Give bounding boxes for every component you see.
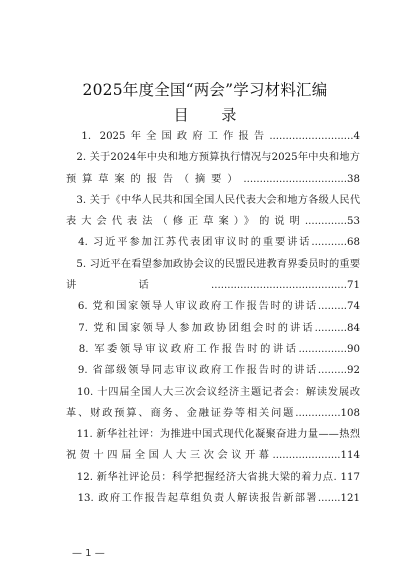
toc-entry-text: 新华社社评：为推进中国式现代化凝聚奋进力量——热烈祝贺十四届全国人大三次会议开幕.....................114	[66, 429, 361, 462]
toc-entry[interactable]	[66, 424, 360, 467]
toc-entry-text: 党和国家领导人审议政府工作报告时的讲话.........74	[92, 301, 361, 313]
toc-entry-text: 政府工作报告起草组负责人解读报告新部署.......121	[98, 493, 360, 505]
toc-entry-number: 6.	[77, 301, 88, 313]
table-of-contents	[66, 126, 360, 509]
toc-entry-text: 习近平参加江苏代表团审议时的重要讲话...........68	[93, 237, 360, 249]
toc-entry-text: 关于《中华人民共和国全国人民代表大会和地方各级人民代表大会代表法（修正草案）》的说明.............53	[66, 194, 361, 228]
toc-entry[interactable]	[66, 147, 360, 190]
toc-entry-number: 12.	[76, 471, 93, 483]
toc-entry-number: 10.	[76, 386, 94, 398]
toc-entry-text: 关于2024年中央和地方预算执行情况与2025年中央和地方预算草案的报告（摘要）................................38	[66, 152, 360, 185]
toc-entry-text: 十四届全国人大三次会议经济主题记者会：解读发展改革、财政预算、商务、金融证券等相关问题..............108	[66, 386, 361, 419]
toc-entry-number: 13.	[77, 493, 94, 505]
toc-entry-text: 省部级领导同志审议政府工作报告时的讲话.........92	[92, 365, 361, 377]
toc-entry-number: 9.	[77, 365, 88, 377]
toc-entry-number: 8.	[78, 343, 89, 355]
toc-entry-number: 3.	[76, 194, 87, 206]
toc-entry-number: 1.	[81, 131, 92, 142]
toc-entry-number: 7.	[78, 322, 89, 334]
toc-entry[interactable]	[66, 190, 360, 233]
toc-entry-number: 11.	[76, 429, 93, 441]
toc-entry[interactable]	[66, 488, 360, 509]
toc-entry-text: 军委领导审议政府工作报告时的讲话...............90	[94, 343, 360, 355]
toc-entry[interactable]	[66, 126, 360, 147]
toc-entry[interactable]	[66, 467, 360, 488]
toc-entry-number: 5.	[76, 258, 87, 270]
toc-entry-text: 新华社评论员：科学把握经济大省挑大梁的着力点. 117	[96, 471, 360, 483]
toc-entry[interactable]	[66, 296, 360, 317]
toc-entry-number: 4.	[78, 237, 88, 249]
toc-entry[interactable]	[66, 360, 360, 381]
toc-entry[interactable]	[66, 254, 360, 297]
toc-heading: 目 录	[173, 106, 251, 124]
page-number: — 1 —	[72, 548, 105, 559]
toc-entry-text: 习近平在看望参加政协会议的民盟民进教育界委员时的重要讲话..........................................71	[66, 258, 361, 292]
toc-entry[interactable]	[66, 382, 360, 425]
toc-entry-text: 党和国家领导人参加政协团组会时的讲话..........84	[93, 322, 360, 334]
toc-entry[interactable]	[66, 318, 360, 339]
toc-entry[interactable]	[66, 232, 360, 253]
page-title: 2025年度全国“两会”学习材料汇编	[82, 81, 328, 99]
toc-entry[interactable]	[66, 339, 360, 360]
toc-entry-number: 2.	[76, 152, 87, 164]
toc-entry-text: 2025年全国政府工作报告..........................4	[99, 131, 360, 142]
